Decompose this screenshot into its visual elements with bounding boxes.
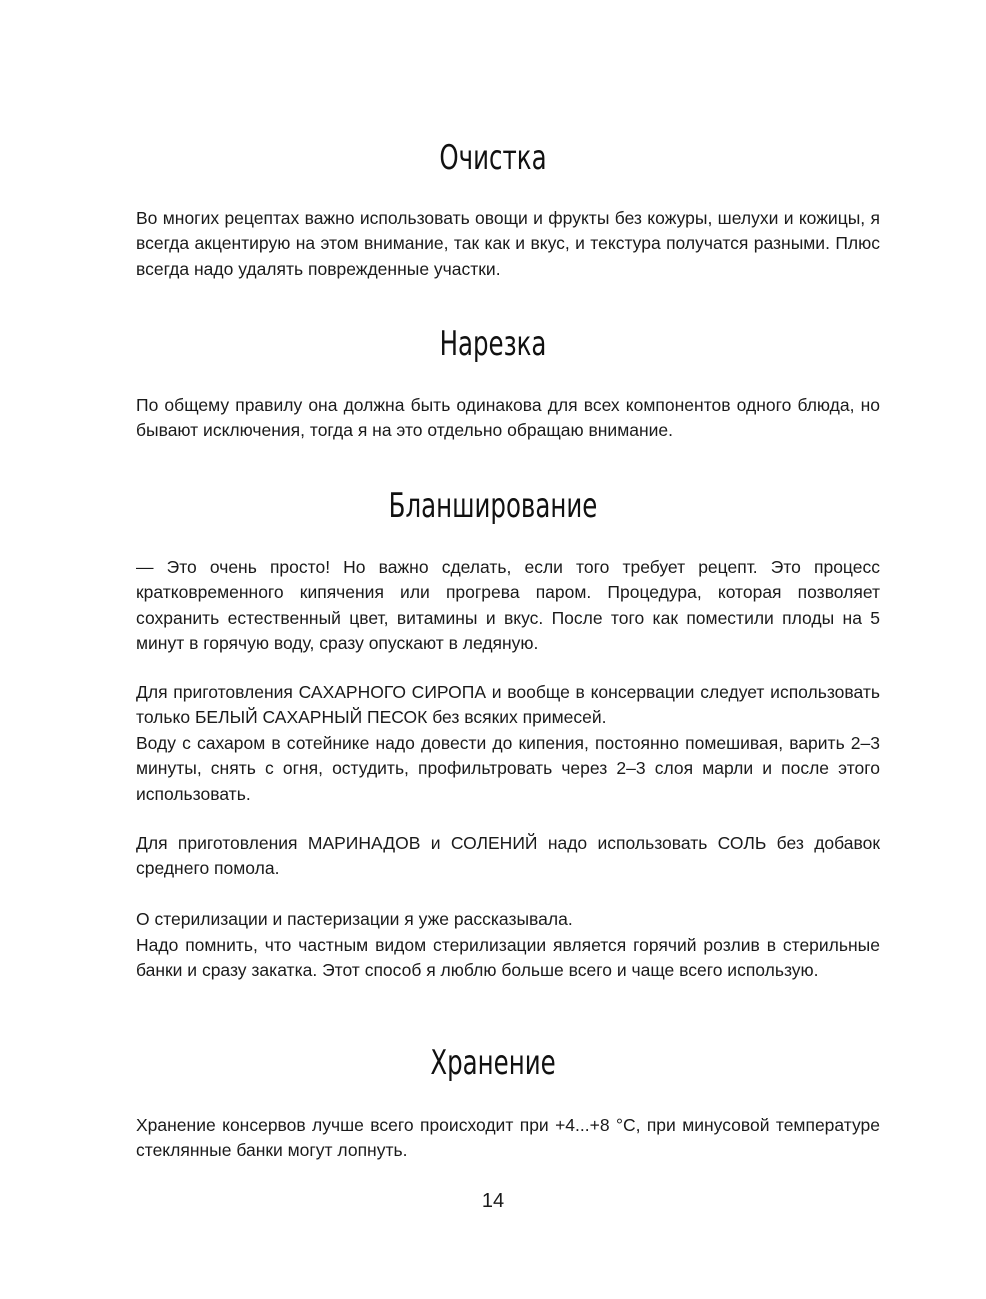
paragraph-cutting: По общему правилу она должна быть одинакова для всех компонентов одного блюда, но бывают исключения, тогда я на это отдельно обращаю внимание. bbox=[136, 395, 880, 441]
paragraph-blanching-intro: — Это очень просто! Но важно сделать, если того требует рецепт. Это процесс кратковременного кипячения или прогрева паром. Процедура, которая позволяет сохранить естественный цвет, витамины и вкус. После того как поместили плоды на 5 минут в горячую воду, сразу опускают в ледяную. bbox=[136, 557, 880, 654]
paragraph-storage: Хранение консервов лучше всего происходит при +4...+8 °С, при минусовой температуре стеклянные банки могут лопнуть. bbox=[136, 1115, 880, 1161]
paragraph-hot-filling: Надо помнить, что частным видом стерилизации является горячий розлив в стерильные банки и сразу закатка. Этот способ я люблю больше всего и чаще всего использую. bbox=[136, 935, 880, 981]
paragraph-marinades: Для приготовления МАРИНАДОВ и СОЛЕНИЙ надо использовать СОЛЬ без добавок среднего помола. bbox=[136, 833, 880, 879]
paragraph-syrup-boiling: Воду с сахаром в сотейнике надо довести до кипения, постоянно помешивая, варить 2–3 минуты, снять с огня, остудить, профильтровать через 2–3 слоя марли и после этого использовать. bbox=[136, 733, 880, 804]
paragraph-sterilization: О стерилизации и пастеризации я уже рассказывала. bbox=[136, 909, 573, 929]
section-title-cutting: Нарезка bbox=[439, 324, 547, 364]
page-number: 14 bbox=[481, 1190, 505, 1212]
section-title-cleaning: Очистка bbox=[439, 138, 547, 178]
section-title-storage: Хранение bbox=[430, 1043, 556, 1083]
paragraph-sugar-syrup: Для приготовления САХАРНОГО СИРОПА и вообще в консервации следует использовать только БЕЛЫЙ САХАРНЫЙ ПЕСОК без всяких примесей. bbox=[136, 682, 880, 728]
section-title-blanching: Бланширование bbox=[388, 486, 598, 526]
paragraph-cleaning: Во многих рецептах важно использовать овощи и фрукты без кожуры, шелухи и кожицы, я всегда акцентирую на этом внимание, так как и вкус, и текстура получатся разными. Плюс всегда надо удалять поврежденные участки. bbox=[136, 208, 880, 279]
